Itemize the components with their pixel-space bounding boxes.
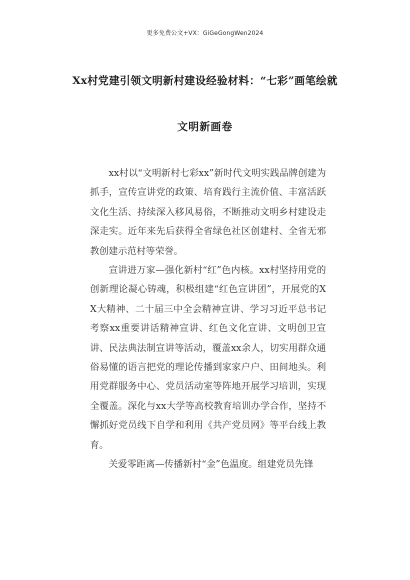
paragraph-intro: xx村以“文明新村七彩xx”新时代文明实践品牌创建为抓手，宣传宣讲党的政策、培育践行主流价值、丰富活跃文化生活、持续深入移风易俗，不断推动文明乡村建设走深走实。近年来先后获得全省绿色社区创建村、全省无邪教创建示范村等荣誉。 — [90, 168, 326, 257]
document-title: Xx村党建引领文明新村建设经验材料：“七彩”画笔绘就 — [72, 75, 338, 87]
paragraph-gold: 关爱零距离—传播新村“金”色温度。组建党员先锋 — [108, 459, 314, 471]
header-note: 更多免费公文+VX：GiGeGongWen2024 — [146, 30, 264, 37]
paragraph-red: 宣讲进万家—强化新村“红”色内核。xx村坚持用党的创新理论凝心铸魂，积极组建“红色宣讲团”，开展党的XX大精神、二十届三中全会精神宣讲、学习习近平总书记考察xx重要讲话精神宣讲、红色文化宣讲、文明创卫宣讲、民法典法制宣讲等活动，覆盖xx余人，切实用群众通俗易懂的语言把党的理论传播到家家户户、田间地头。利用党群服务中心、党员活动室等阵地开展学习培训，实现全覆盖。深化与xx大学等高校教育培训办学合作，坚持不懈抓好党员线下自学和利用《共产党员网》等平台线上教育。 — [90, 265, 326, 451]
document-subtitle: 文明新画卷 — [177, 121, 233, 133]
document-body — [90, 164, 326, 475]
